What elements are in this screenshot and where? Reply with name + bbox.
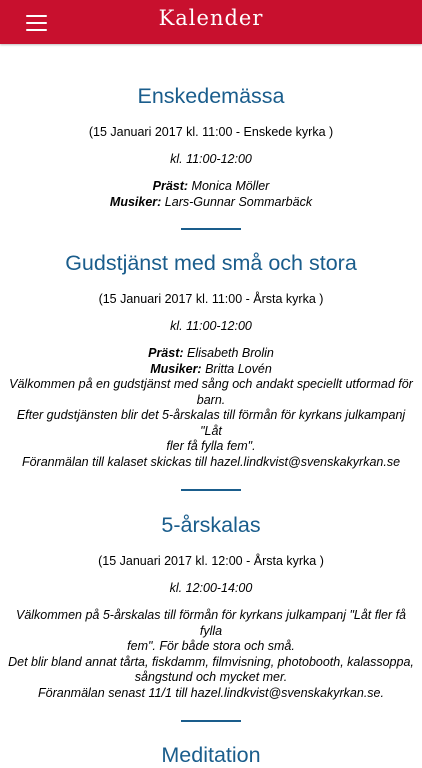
musician-name: Britta Lovén <box>205 361 272 376</box>
preacher-line <box>8 346 414 362</box>
musician-line <box>8 195 414 211</box>
description-line: Efter gudstjänsten blir det 5-årskalas till förmån för kyrkans julkampanj "Låt <box>16 408 406 438</box>
page-title: Kalender <box>158 6 264 30</box>
description-line: fem". För både stora och små. <box>127 639 295 653</box>
event-divider <box>181 228 241 230</box>
preacher-name: Monica Möller <box>191 179 270 193</box>
musician-label: Musiker: <box>109 194 162 209</box>
description-line: sångstund och mycket mer. <box>134 670 288 684</box>
event-date-location: (15 Januari 2017 kl. 12:00 - Årsta kyrka ) <box>98 554 324 568</box>
description-line: Föranmälan till kalaset skickas till hazel.lindkvist@svenskakyrkan.se <box>21 454 401 469</box>
musician-name: Lars-Gunnar Sommarbäck <box>164 194 313 209</box>
description-line: Det blir bland annat tårta, fiskdamm, filmvisning, photobooth, kalassoppa, <box>8 654 414 669</box>
description-line: Föranmälan senast 11/1 till hazel.lindkvist@svenskakyrkan.se. <box>38 685 384 700</box>
description-line: barn. <box>196 392 226 407</box>
preacher-label: Präst: <box>152 179 189 193</box>
event-time: kl. 11:00-12:00 <box>170 319 252 333</box>
preacher-line <box>8 179 414 195</box>
app-header <box>0 0 422 44</box>
event-time: kl. 12:00-14:00 <box>169 581 253 595</box>
musician-line <box>8 362 414 378</box>
preacher-label: Präst: <box>148 346 184 360</box>
event-people <box>8 346 414 470</box>
musician-label: Musiker: <box>150 361 202 376</box>
event-list[interactable] <box>0 44 422 768</box>
event-divider <box>181 489 241 491</box>
event-title[interactable]: Enskedemässa <box>137 84 285 108</box>
event-item[interactable] <box>0 84 422 210</box>
description-line: fler få fylla fem". <box>166 439 256 453</box>
description-line: Välkommen på en gudstjänst med sång och andakt speciellt utformad för <box>9 377 413 391</box>
event-date-location: (15 Januari 2017 kl. 11:00 - Årsta kyrka ) <box>98 292 324 306</box>
event-item[interactable] <box>0 743 422 768</box>
event-time: kl. 11:00-12:00 <box>170 152 252 166</box>
event-item[interactable] <box>0 513 422 701</box>
preacher-name: Elisabeth Brolin <box>187 346 274 360</box>
event-date-location: (15 Januari 2017 kl. 11:00 - Enskede kyrka ) <box>88 125 334 139</box>
event-people <box>8 179 414 210</box>
event-divider <box>181 720 241 722</box>
event-description <box>8 608 414 701</box>
description-line: Välkommen på 5-årskalas till förmån för kyrkans julkampanj "Låt fler få fylla <box>15 608 406 638</box>
event-title[interactable]: Meditation <box>161 743 261 767</box>
event-item[interactable] <box>0 251 422 470</box>
event-title[interactable]: 5-årskalas <box>161 513 261 537</box>
event-title[interactable]: Gudstjänst med små och stora <box>65 251 357 275</box>
